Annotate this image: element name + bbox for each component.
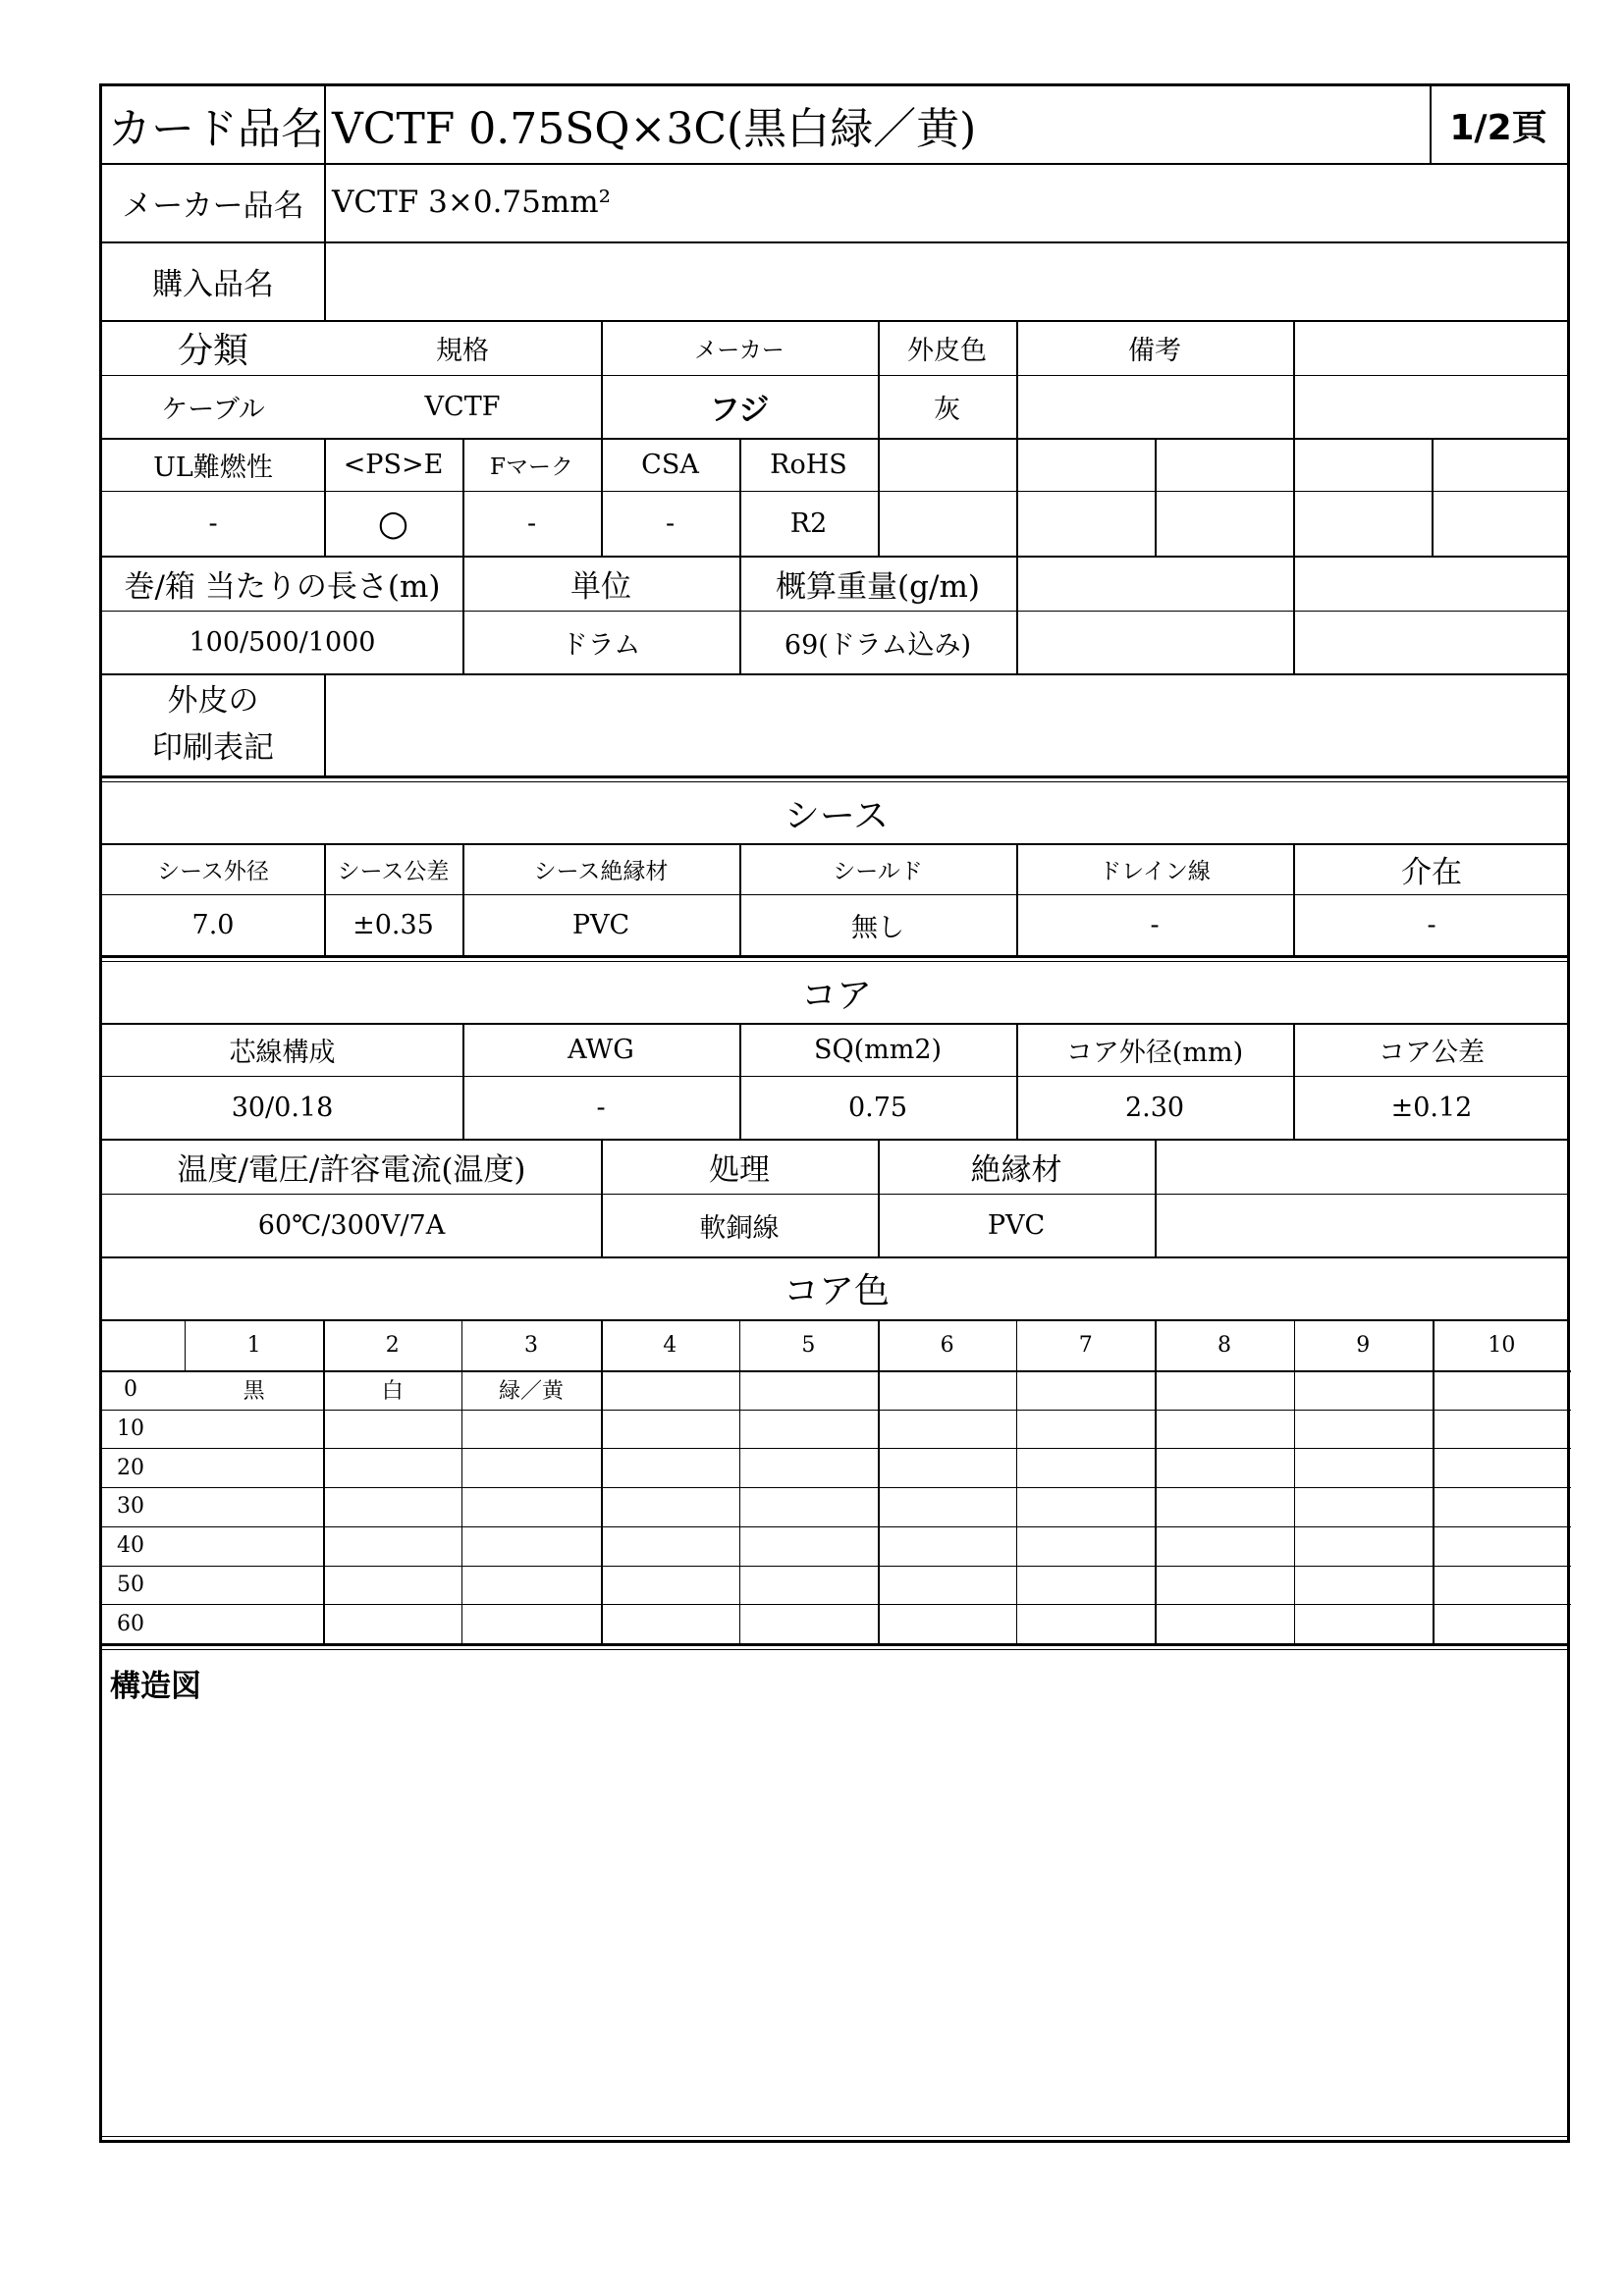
purchase-name-value [324,241,1502,320]
core-color-cell [601,1566,739,1605]
core-color-cell [1433,1566,1571,1605]
core-color-cell [185,1487,323,1526]
purchase-name-label: 購入品名 [152,266,274,302]
cert-header-5: RoHS [770,449,847,480]
core-color-row-label: 20 [117,1455,144,1480]
core-color-col-header: 9 [1356,1332,1371,1358]
core-color-cell [1433,1604,1571,1643]
core-color-cell [1294,1487,1433,1526]
page-number: 1/2頁 [1449,107,1547,148]
core-color-cell [878,1604,1016,1643]
core-color-cell [1016,1604,1155,1643]
core-color-col-header: 4 [663,1332,677,1358]
core-color-cell [739,1566,878,1605]
core-color-cell [739,1604,878,1643]
core-color-row-label: 10 [117,1416,144,1442]
core-color-cell [1433,1370,1571,1410]
temp-value: 60℃/300V/7A [257,1209,446,1241]
core-color-cell [739,1448,878,1487]
sheath-header-6: 介在 [1401,854,1462,890]
class-header-3: メーカー [694,337,785,363]
core-color-cell [1294,1410,1433,1449]
core-color-row-label: 40 [117,1533,144,1559]
core-color-cell [601,1370,739,1410]
core-color-cell [1294,1448,1433,1487]
core-color-cell [739,1487,878,1526]
core-value-4: 2.30 [1124,1092,1185,1123]
core-color-cell [461,1566,600,1605]
core-color-cell [1433,1487,1571,1526]
core-header-2: AWG [568,1034,634,1065]
core-color-cell [878,1487,1016,1526]
sheath-value-1: 7.0 [191,909,235,940]
core-color-row-label: 50 [117,1572,144,1597]
core-value-5: ±0.12 [1390,1092,1473,1123]
core-color-cell [323,1604,461,1643]
core-color-row-label: 30 [117,1494,144,1520]
sheath-header-1: シース外径 [157,858,269,884]
core-color-cell [1016,1448,1155,1487]
core-value-1: 30/0.18 [231,1092,334,1123]
unit-value: ドラム [561,629,641,661]
cert-header-3: Fマーク [490,454,573,480]
core-color-cell [461,1604,600,1643]
core-color-cell [1016,1566,1155,1605]
core-color-cell [1433,1410,1571,1449]
weight-value: 69(ドラム込み) [784,629,972,661]
core-color-cell [601,1410,739,1449]
class-value-4: 灰 [934,394,960,425]
core-color-cell [1155,1526,1293,1566]
treatment-value: 軟銅線 [699,1212,780,1244]
core-color-cell: 緑／黄 [498,1379,564,1405]
core-color-cell [1155,1566,1293,1605]
cert-value-3: - [526,507,537,539]
cert-value-2: ○ [377,503,409,544]
core-value-3: 0.75 [847,1092,908,1123]
core-color-col-header: 7 [1078,1332,1093,1358]
core-color-cell [1433,1448,1571,1487]
sheath-header-2: シース公差 [337,858,450,884]
class-value-6 [1293,375,1570,438]
unit-label: 単位 [570,568,631,605]
card-name-value: VCTF 0.75SQ×3C(黒白緑／黄) [332,104,977,154]
core-color-cell [1016,1526,1155,1566]
print-label: 外皮の 印刷表記 [152,682,274,766]
cert-value-5: R2 [789,507,828,539]
sheath-title: シース [784,795,890,836]
core-color-cell [1155,1604,1293,1643]
core-color-cell: 黒 [243,1379,265,1405]
core-color-cell [461,1487,600,1526]
core-color-cell [1155,1410,1293,1449]
core-color-cell [601,1526,739,1566]
core-color-row-label: 60 [117,1611,144,1636]
sheath-value-3: PVC [571,909,630,940]
sheath-value-2: ±0.35 [352,909,434,940]
core-color-col-header: 5 [801,1332,816,1358]
core-color-cell [185,1566,323,1605]
length-value: 100/500/1000 [189,626,376,658]
core-color-cell [739,1410,878,1449]
core-color-cell [323,1487,461,1526]
core-color-cell [1016,1487,1155,1526]
core-color-cell [461,1448,600,1487]
core-color-col-header: 3 [523,1332,538,1358]
structure-label: 構造図 [110,1668,201,1704]
core-color-cell [1294,1604,1433,1643]
spec-sheet [99,83,1570,2143]
sheath-value-4: 無し [851,912,904,943]
core-color-cell [185,1448,323,1487]
core-header-5: コア公差 [1379,1037,1485,1068]
core-color-cell [185,1526,323,1566]
cert-header-2: <PS>E [343,449,444,480]
core-color-row-label: 0 [124,1377,137,1403]
class-header-4: 外皮色 [907,335,987,366]
core-color-cell [878,1448,1016,1487]
core-color-cell [1294,1526,1433,1566]
insulation-value: PVC [987,1209,1046,1241]
cert-header-4: CSA [641,449,699,480]
core-color-cell [739,1526,878,1566]
core-color-cell [601,1604,739,1643]
core-color-col-header: 2 [385,1332,400,1358]
core-color-col-header: 1 [246,1332,261,1358]
core-color-cell [878,1566,1016,1605]
core-color-cell [323,1566,461,1605]
class-header-2: 規格 [436,335,489,366]
core-color-cell [1016,1410,1155,1449]
class-value-3: フジ [709,392,770,428]
core-color-cell [1294,1370,1433,1410]
core-color-cell [323,1410,461,1449]
maker-name-label: メーカー品名 [122,187,304,224]
core-title: コア [800,975,872,1016]
insulation-label: 絶縁材 [970,1151,1062,1188]
core-color-cell [323,1526,461,1566]
core-color-cell [739,1370,878,1410]
core-color-cell [185,1604,323,1643]
temp-label: 温度/電圧/許容電流(温度) [177,1151,526,1188]
structure-area [102,1716,1571,2128]
core-color-cell [461,1410,600,1449]
core-color-cell: 白 [381,1379,404,1405]
class-value-2: VCTF [424,391,501,422]
core-color-cell [461,1526,600,1566]
core-color-cell [1016,1370,1155,1410]
class-header-6 [1293,320,1570,375]
cert-value-4: - [665,507,676,539]
core-color-cell [185,1410,323,1449]
core-color-cell [878,1410,1016,1449]
class-value-1: ケーブル [161,394,265,425]
sheath-header-4: シールド [833,858,923,884]
core-color-cell [1433,1526,1571,1566]
sheath-value-6: - [1427,909,1436,940]
sheath-header-3: シース絶縁材 [533,858,669,884]
sheath-header-5: ドレイン線 [1099,858,1211,884]
core-color-cell [878,1526,1016,1566]
print-value [324,673,1571,775]
core-color-grid [102,1319,1571,1643]
class-header-5: 備考 [1128,335,1181,366]
core-color-col-header: 8 [1217,1332,1231,1358]
core-color-cell [1155,1487,1293,1526]
core-header-4: コア外径(mm) [1065,1037,1244,1068]
core-color-cell [323,1448,461,1487]
sheath-value-5: - [1150,909,1160,940]
core-color-title: コア色 [783,1270,890,1311]
weight-label: 概算重量(g/m) [776,568,980,605]
core-color-cell [878,1370,1016,1410]
core-color-cell [601,1448,739,1487]
core-header-3: SQ(mm2) [813,1034,943,1065]
core-header-1: 芯線構成 [229,1037,336,1068]
cert-value-1: - [208,507,218,539]
maker-name-value: VCTF 3×0.75mm² [332,185,612,220]
class-value-5 [1016,375,1293,438]
length-label: 巻/箱 当たりの長さ(m) [124,568,441,605]
core-color-cell [1155,1448,1293,1487]
core-color-cell [1155,1370,1293,1410]
class-header-1: 分類 [177,330,248,371]
treatment-label: 処理 [709,1151,770,1188]
cert-header-1: UL難燃性 [153,452,273,483]
core-color-cell [601,1487,739,1526]
core-color-col-header: 10 [1488,1332,1516,1358]
core-color-col-header: 6 [940,1332,954,1358]
core-value-2: - [596,1092,606,1123]
core-color-cell [1294,1566,1433,1605]
card-name-label: カード品名 [108,104,324,154]
